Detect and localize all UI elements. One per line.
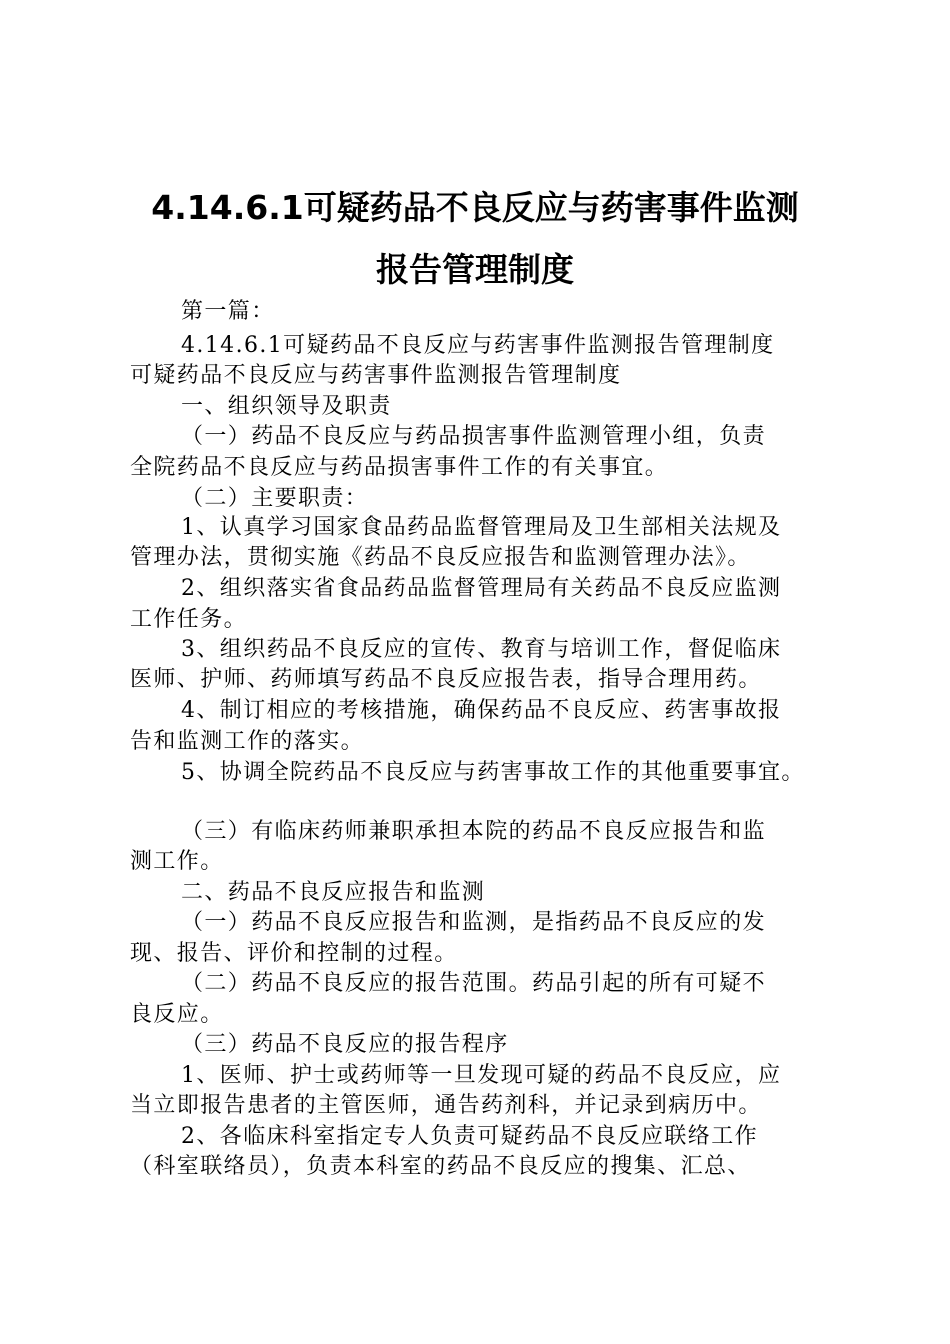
paragraph-line: （二）药品不良反应的报告范围。药品引起的所有可疑不 <box>181 971 767 996</box>
paragraph-line: 医师、护师、药师填写药品不良反应报告表，指导合理用药。 <box>130 667 762 692</box>
paragraph-line: 工作任务。 <box>130 607 248 632</box>
paragraph-line: 管理办法，贯彻实施《药品不良反应报告和监测管理办法》。 <box>130 545 751 570</box>
paragraph-line: 2、各临床科室指定专人负责可疑药品不良反应联络工作 <box>181 1124 758 1149</box>
paragraph-line: 3、组织药品不良反应的宣传、教育与培训工作，督促临床 <box>181 637 782 662</box>
section-heading: 二、药品不良反应报告和监测 <box>181 880 486 905</box>
document-title-line-2: 报告管理制度 <box>376 250 574 289</box>
section-heading: （二）主要职责： <box>181 486 369 511</box>
paragraph-line: 良反应。 <box>130 1002 224 1027</box>
paragraph-line: 告和监测工作的落实。 <box>130 729 365 754</box>
paragraph-line: 2、组织落实省食品药品监督管理局有关药品不良反应监测 <box>181 576 782 601</box>
document-title-line-1: 4.14.6.1可疑药品不良反应与药害事件监测 <box>151 188 799 227</box>
section-heading: 一、组织领导及职责 <box>181 394 392 419</box>
paragraph-line: 4.14.6.1可疑药品不良反应与药害事件监测报告管理制度 <box>181 333 775 358</box>
paragraph-line: 测工作。 <box>130 849 224 874</box>
paragraph-line: 当立即报告患者的主管医师，通告药剂科，并记录到病历中。 <box>130 1093 762 1118</box>
paragraph-line: 5、协调全院药品不良反应与药害事故工作的其他重要事宜。 <box>181 760 805 785</box>
paragraph-line: 可疑药品不良反应与药害事件监测报告管理制度 <box>130 363 622 388</box>
paragraph-line: （科室联络员），负责本科室的药品不良反应的搜集、汇总、 <box>130 1154 751 1179</box>
section-heading: 第一篇： <box>181 299 275 324</box>
paragraph-line: （三）有临床药师兼职承担本院的药品不良反应报告和监 <box>181 819 767 844</box>
section-heading: （三）药品不良反应的报告程序 <box>181 1032 509 1057</box>
paragraph-line: 1、认真学习国家食品药品监督管理局及卫生部相关法规及 <box>181 515 782 540</box>
paragraph-line: （一）药品不良反应报告和监测，是指药品不良反应的发 <box>181 910 767 935</box>
paragraph-line: 现、报告、评价和控制的过程。 <box>130 941 458 966</box>
paragraph-line: （一）药品不良反应与药品损害事件监测管理小组，负责 <box>181 424 767 449</box>
paragraph-line: 全院药品不良反应与药品损害事件工作的有关事宜。 <box>130 455 669 480</box>
paragraph-line: 1、医师、护士或药师等一旦发现可疑的药品不良反应，应 <box>181 1063 782 1088</box>
paragraph-line: 4、制订相应的考核措施，确保药品不良反应、药害事故报 <box>181 698 782 723</box>
